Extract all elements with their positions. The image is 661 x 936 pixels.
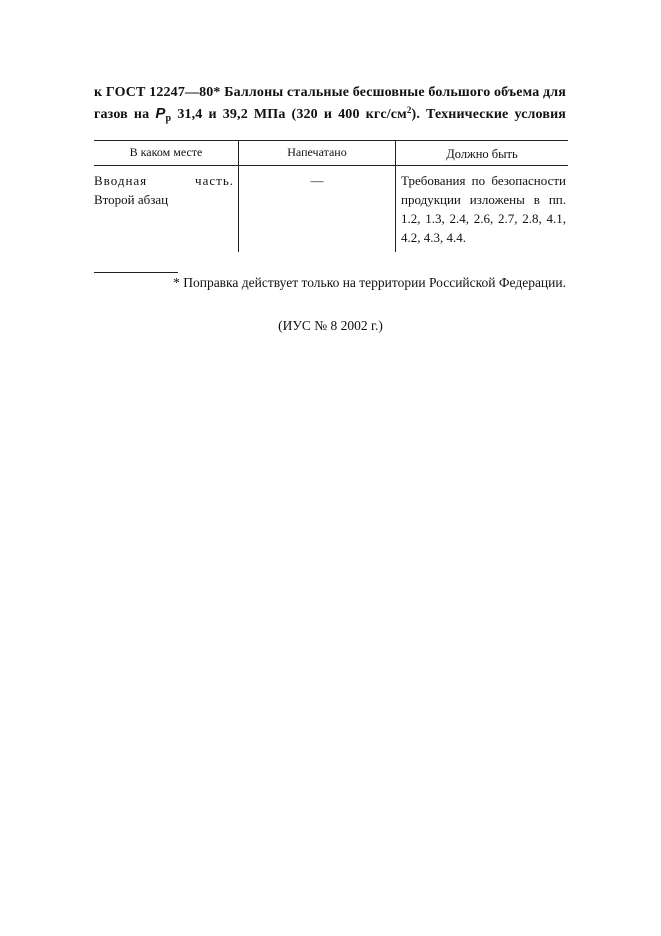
cell-should-be: Требования по безопасности продукции изложены в пп. 1.2, 1.3, 2.4, 2.6, 2.7, 2.8, 4.1, 4.2, 4.3, 4.4. [401,173,566,245]
unit-superscript: 2 [406,105,412,115]
cell-place-line-1: Вводная часть. [94,173,234,188]
table-header-rule [94,165,568,166]
amendment-header [94,82,566,125]
cell-place [94,171,234,209]
cell-printed: — [310,173,324,188]
header-line-2-start: газов на [94,107,156,122]
column-header-printed: Напечатано [287,145,347,159]
header-line-2 [94,103,566,125]
table-top-rule [94,140,568,141]
header-line-1: к ГОСТ 12247—80* Баллоны стальные бесшовные большого объема для [94,85,566,100]
header-line-2-middle: 31,4 и 39,2 МПа (320 и 400 кгс/см [171,107,407,122]
cell-place-line-2: Второй абзац [94,192,169,207]
pressure-subscript: р [165,113,172,124]
footnote: * Поправка действует только на территории Российской Федерации. [173,275,566,290]
header-line-2-end: ). Технические условия [411,107,567,122]
amendment-table [94,140,568,252]
ius-reference: (ИУС № 8 2002 г.) [278,318,383,333]
footnote-rule [94,272,178,273]
pressure-variable: P [155,105,166,122]
column-header-should-be: Должно быть [446,147,518,161]
column-header-place: В каком месте [129,145,203,159]
